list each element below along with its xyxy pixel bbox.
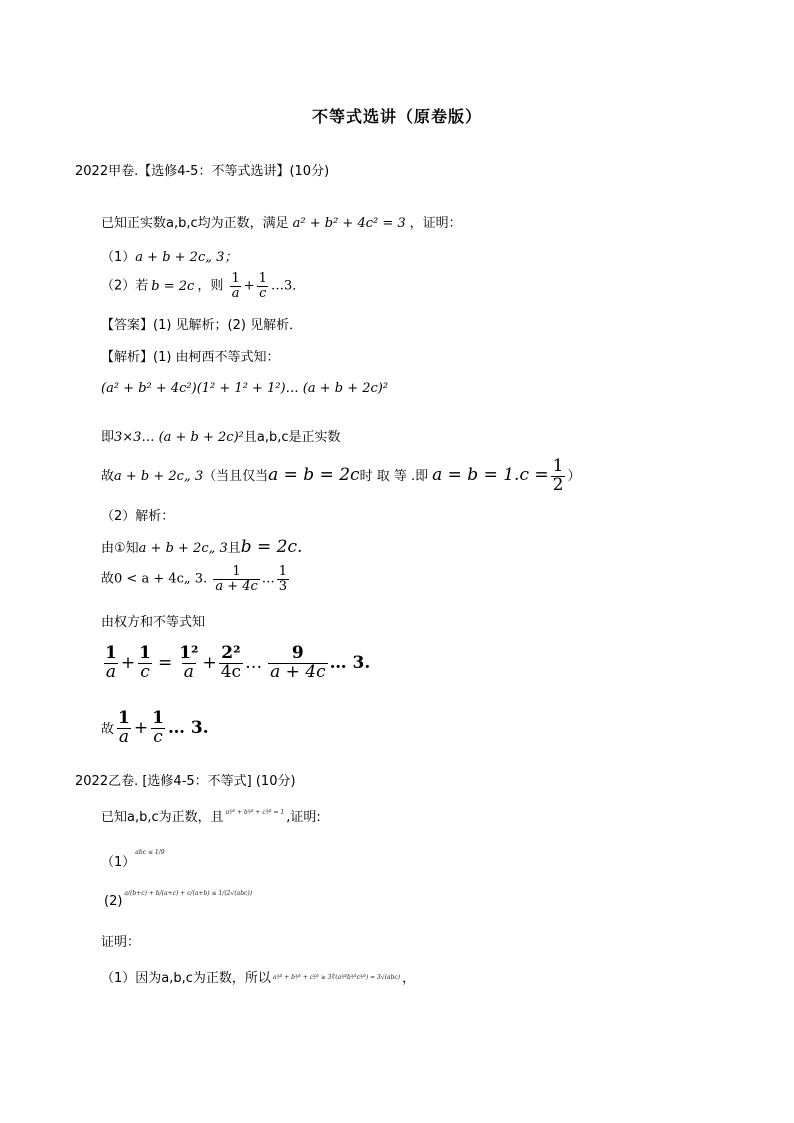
problem-tail: ，证明： bbox=[409, 216, 462, 231]
proof1-expr: a³⁄² + b³⁄² + c³⁄² ≥ 3∛(a³⁄²b³⁄²c³⁄²) = 3√(abc) bbox=[272, 974, 401, 981]
step2: 即3×3… (a + b + 2c)²且a,b,c是正实数 bbox=[101, 430, 341, 445]
part1 bbox=[101, 246, 237, 265]
big-frac2: $\frac{1}{c}$ bbox=[139, 643, 151, 682]
section2-problem: 已知a,b,c为正数，且 $^{a^3⁄^2 + b^3⁄^2 + c^3⁄^2 = 1}$ ,证明: bbox=[101, 809, 321, 825]
section2-part2-expr: a/(b+c) + b/(a+c) + c/(a+b) ≤ 1/(2√(abc)) bbox=[124, 890, 253, 897]
part1-expr: a + b + 2c„ 3； bbox=[135, 250, 238, 265]
section2-header: 2022乙卷. [选修4-5：不等式] (10分) bbox=[75, 774, 296, 789]
final-inequality: 故 $\frac{1}{a}$ + $\frac{1}{c}$ … 3. bbox=[101, 708, 209, 747]
answer: 【答案】(1) 见解析；(2) 见解析． bbox=[101, 318, 303, 333]
part2-mid: ，则 bbox=[197, 278, 224, 294]
part2-label: （2）若 bbox=[101, 278, 149, 294]
section1-header: 2022甲卷.【选修4-5：不等式选讲】(10分) bbox=[75, 164, 330, 179]
big-frac3: $\frac{\text{1²}}{a}$ bbox=[179, 643, 199, 682]
section1-problem bbox=[101, 212, 462, 231]
big-frac4: $\frac{\text{2²}}{4c}$ bbox=[220, 643, 242, 682]
section2-part1-expr: abc ≤ 1/9 bbox=[135, 849, 165, 856]
section2-part1: $(1)^{abc \le 1/9}$ bbox=[101, 849, 165, 870]
part2-frac1: $\frac{1}{a}$ bbox=[231, 271, 240, 301]
step2-expr: 3×3… (a + b + 2c)² bbox=[114, 430, 244, 445]
part2-cond: b = 2c bbox=[151, 278, 195, 294]
part2-rel: …3． bbox=[270, 278, 306, 294]
part2-frac2: $\frac{1}{c}$ bbox=[258, 271, 267, 301]
step6: 由权方和不等式知 bbox=[101, 615, 206, 630]
proof-label: 证明： bbox=[101, 935, 141, 950]
final-frac1: $\frac{1}{a}$ bbox=[118, 708, 130, 747]
step4: 由①知a + b + 2c„ 3且b = 2c. bbox=[101, 537, 303, 557]
step3-eq: a = b = 2c bbox=[268, 464, 360, 485]
section2-condition: a³⁄² + b³⁄² + c³⁄² = 1 bbox=[225, 809, 285, 816]
step3: 故a + b + 2c„ 3（当且仅当a = b = 2c时 取 等 .即 a = b = 1.c = $\frac{1}{2}$ ） bbox=[101, 456, 581, 495]
step5-frac1: $\frac{1}{a + 4c}$ bbox=[215, 564, 258, 594]
big-frac5: $\frac{9}{a + 4c}$ bbox=[270, 643, 326, 682]
part2: （2）若 b = 2c ，则 $\frac{1}{a}$ + $\frac{1}{c}$ …3． bbox=[101, 271, 306, 301]
cauchy-expr: (a² + b² + 4c²)(1² + 1² + 1²)… (a + b + 2c)² bbox=[101, 381, 389, 396]
section2-part2: $(2)^{a/(b+c) + b/(a+c) + c/(a+b) \le 1/(2√(abc))}$ bbox=[104, 890, 253, 909]
problem-lead: 已知正实数a,b,c均为正数，满足 bbox=[101, 216, 289, 231]
analysis-lead: 【解析】(1) 由柯西不等式知： bbox=[101, 350, 280, 365]
step3-expr: a + b + 2c„ 3 bbox=[114, 468, 204, 484]
final-frac2: $\frac{1}{c}$ bbox=[152, 708, 164, 747]
step3-frac: $\frac{1}{2}$ bbox=[552, 456, 564, 495]
big-frac1: $\frac{1}{a}$ bbox=[105, 643, 117, 682]
part2-analysis: （2）解析： bbox=[101, 509, 175, 524]
page-title: 不等式选讲（原卷版） bbox=[311, 107, 482, 126]
proof1: （1）因为a,b,c为正数，所以 $^{a^3⁄^2 + b^3⁄^2 + c^3⁄^2 \ge 3∛(a^3⁄^2b^3⁄^2c^3⁄^2) = 3√(abc)}$ ， bbox=[101, 971, 416, 986]
part1-label: （1） bbox=[101, 250, 136, 265]
step5: 故0 < a + 4c„ 3. $\frac{1}{a + 4c}$ … $\frac{1}{3}$ bbox=[101, 564, 288, 594]
step5-frac2: $\frac{1}{3}$ bbox=[278, 564, 288, 594]
big-inequality: $\frac{1}{a}$ + $\frac{1}{c}$ = $\frac{\text{1²}}{a}$ + $\frac{\text{2²}}{4c}$ … $\frac{9}{a + 4c}$ … 3. bbox=[105, 643, 371, 682]
problem-condition: a² + b² + 4c² = 3 bbox=[292, 216, 406, 231]
